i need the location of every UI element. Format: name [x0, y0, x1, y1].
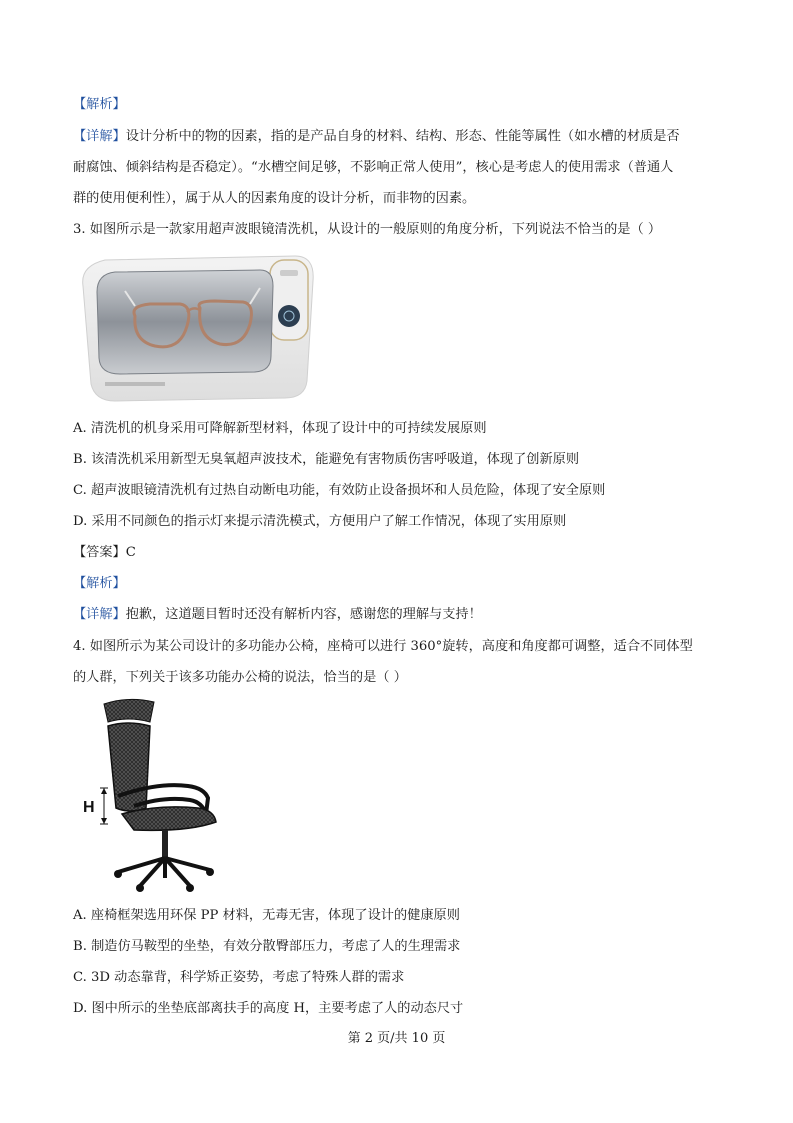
detail-tag: 【详解】: [73, 129, 126, 144]
q3-detail: [73, 606, 482, 624]
analysis-heading: 【解析】: [73, 97, 126, 112]
q4-stem-line2: 的人群，下列关于该多功能办公椅的说法，恰当的是（ ）: [73, 670, 407, 685]
office-chair-image: [78, 696, 223, 896]
q3-stem: 3. 如图所示是一款家用超声波眼镜清洗机，从设计的一般原则的角度分析，下列说法不恰当的是（ ）: [73, 222, 662, 237]
q4-stem-line1: 4. 如图所示为某公司设计的多功能办公椅，座椅可以进行 360°旋转，高度和角度都可调整，适合不同体型: [73, 639, 693, 654]
q4-option-d: D. 图中所示的坐垫底部离扶手的高度 H，主要考虑了人的动态尺寸: [73, 1001, 464, 1016]
q2-detail-line1: [73, 128, 680, 146]
detail-text: 抱歉，这道题目暂时还没有解析内容，感谢您的理解与支持！: [125, 607, 482, 622]
q4-option-a: A. 座椅框架选用环保 PP 材料，无毒无害，体现了设计的健康原则: [73, 908, 460, 923]
q3-option-b: B. 该清洗机采用新型无臭氧超声波技术，能避免有害物质伤害呼吸道，体现了创新原则: [73, 452, 580, 467]
q3-option-d: D. 采用不同颜色的指示灯来提示清洗模式，方便用户了解工作情况，体现了实用原则: [73, 514, 567, 529]
detail-text: 设计分析中的物的因素，指的是产品自身的材料、结构、形态、性能等属性（如水槽的材质是否: [125, 129, 680, 144]
q2-detail-line2: 耐腐蚀、倾斜结构是否稳定）。“水槽空间足够，不影响正常人使用”，核心是考虑人的使用需求（普通人: [73, 160, 674, 175]
q3-option-a: A. 清洗机的机身采用可降解新型材料，体现了设计中的可持续发展原则: [73, 421, 487, 436]
q4-option-b: B. 制造仿马鞍型的坐垫，有效分散臀部压力，考虑了人的生理需求: [73, 939, 461, 954]
ultrasonic-cleaner-image: [75, 246, 325, 406]
q2-detail-line3: 群的使用便利性），属于从人的因素角度的设计分析，而非物的因素。: [73, 191, 476, 206]
detail-tag: 【详解】: [73, 607, 126, 622]
answer-text: 【答案】C: [73, 545, 136, 560]
q3-analysis-heading: 【解析】: [73, 576, 126, 591]
figure-h-label: H: [83, 799, 95, 816]
q4-option-c: C. 3D 动态靠背，科学矫正姿势，考虑了特殊人群的需求: [73, 970, 405, 985]
q3-answer: [73, 544, 136, 562]
q3-option-c: C. 超声波眼镜清洗机有过热自动断电功能，有效防止设备损坏和人员危险，体现了安全原则: [73, 483, 606, 498]
page-footer: 第 2 页/共 10 页: [347, 1031, 446, 1046]
